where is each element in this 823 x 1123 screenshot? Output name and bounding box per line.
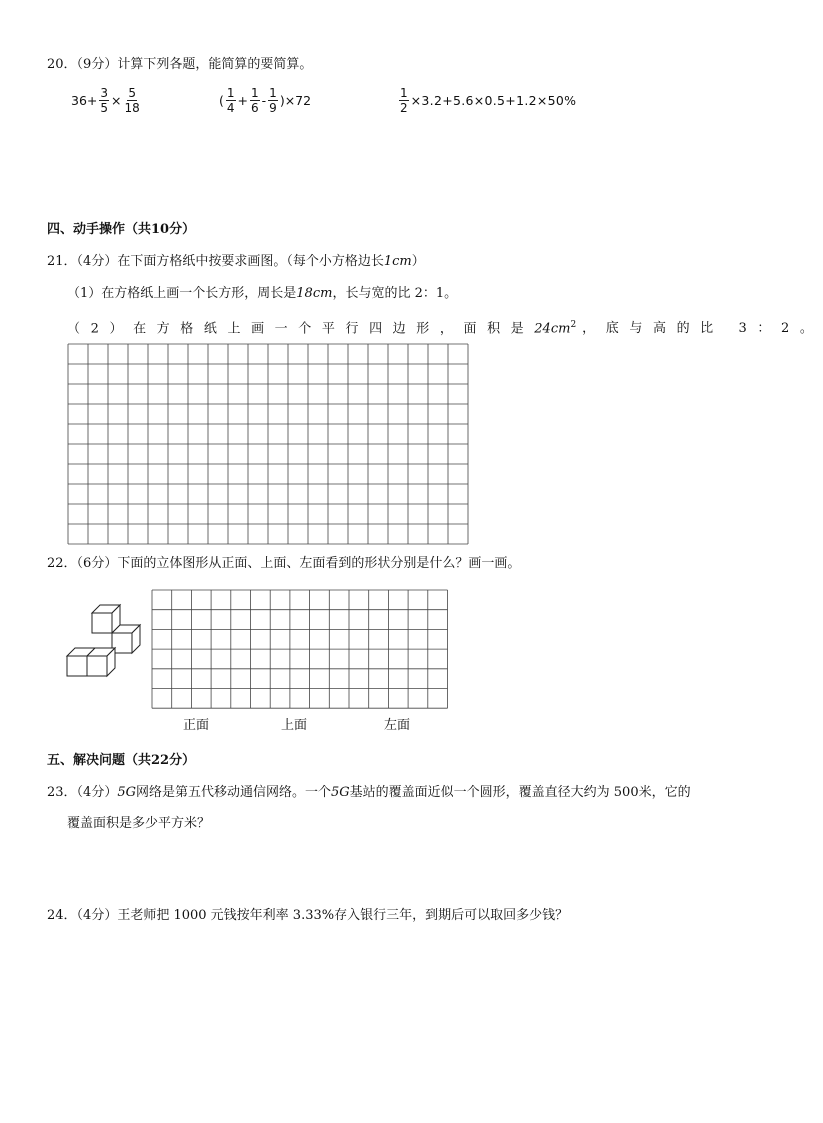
- label-left-view: 左面: [384, 718, 411, 733]
- section-4-title: 四、动手操作（共10分）: [47, 222, 196, 237]
- q22-grid-paper[interactable]: [151, 589, 449, 711]
- fraction: $\frac{1}{9}$: [269, 86, 277, 115]
- fraction: $\frac{1}{4}$: [226, 86, 235, 115]
- q21-header: 21．（4分）在下面方格纸中按要求画图。（每个小方格边长1cm）: [47, 254, 425, 269]
- q21-part-1: （1）在方格纸上画一个长方形，周长是18cm，长与宽的比 2：1。: [67, 286, 458, 301]
- minus-sign: -: [261, 93, 267, 108]
- section-5-title: 五、解决问题（共22分）: [47, 753, 196, 768]
- close-term: )×72: [279, 93, 312, 108]
- q24-text: 24．（4分）王老师把 1000 元钱按年利率 3.33%存入银行三年，到期后可以取回多少钱？: [47, 908, 569, 923]
- fraction: $\frac{3}{5}$: [100, 86, 109, 115]
- q20-expression-3: [398, 86, 577, 115]
- q20-expression-2: [218, 86, 312, 115]
- times-sign: ×: [111, 93, 122, 108]
- q23-line-2: 覆盖面积是多少平方米？: [67, 816, 211, 831]
- q21-part-2: （2）在方格纸上画一个平行四边形，面积是$24cm^2$ ，底与高的比 3：2。: [67, 320, 823, 337]
- fraction: $\frac{1}{6}$: [251, 86, 259, 115]
- q20-header: 20．（9分）计算下列各题，能简算的要简算。: [47, 57, 313, 72]
- label-front-view: 正面: [183, 718, 210, 733]
- q20-expression-1: [70, 86, 142, 115]
- expr3-rest: ×3.2+5.6×0.5+1.2×50%: [410, 93, 577, 108]
- q23-line-1: 23．（4分）5G网络是第五代移动通信网络。一个5G基站的覆盖面近似一个圆形，覆盖直径大约为 500米，它的: [47, 785, 691, 800]
- cube-figure: [64, 585, 150, 685]
- q21-grid-paper[interactable]: [67, 343, 469, 545]
- fraction: $\frac{1}{2}$: [400, 86, 408, 115]
- q22-header: 22．（6分）下面的立体图形从正面、上面、左面看到的形状分别是什么？画一画。: [47, 556, 521, 571]
- expr1-term: 36+: [71, 93, 98, 108]
- label-top-view: 上面: [281, 718, 308, 733]
- fraction: $\frac{5}{18}$: [124, 86, 140, 115]
- plus-sign: +: [237, 93, 249, 108]
- open-paren: (: [219, 93, 224, 108]
